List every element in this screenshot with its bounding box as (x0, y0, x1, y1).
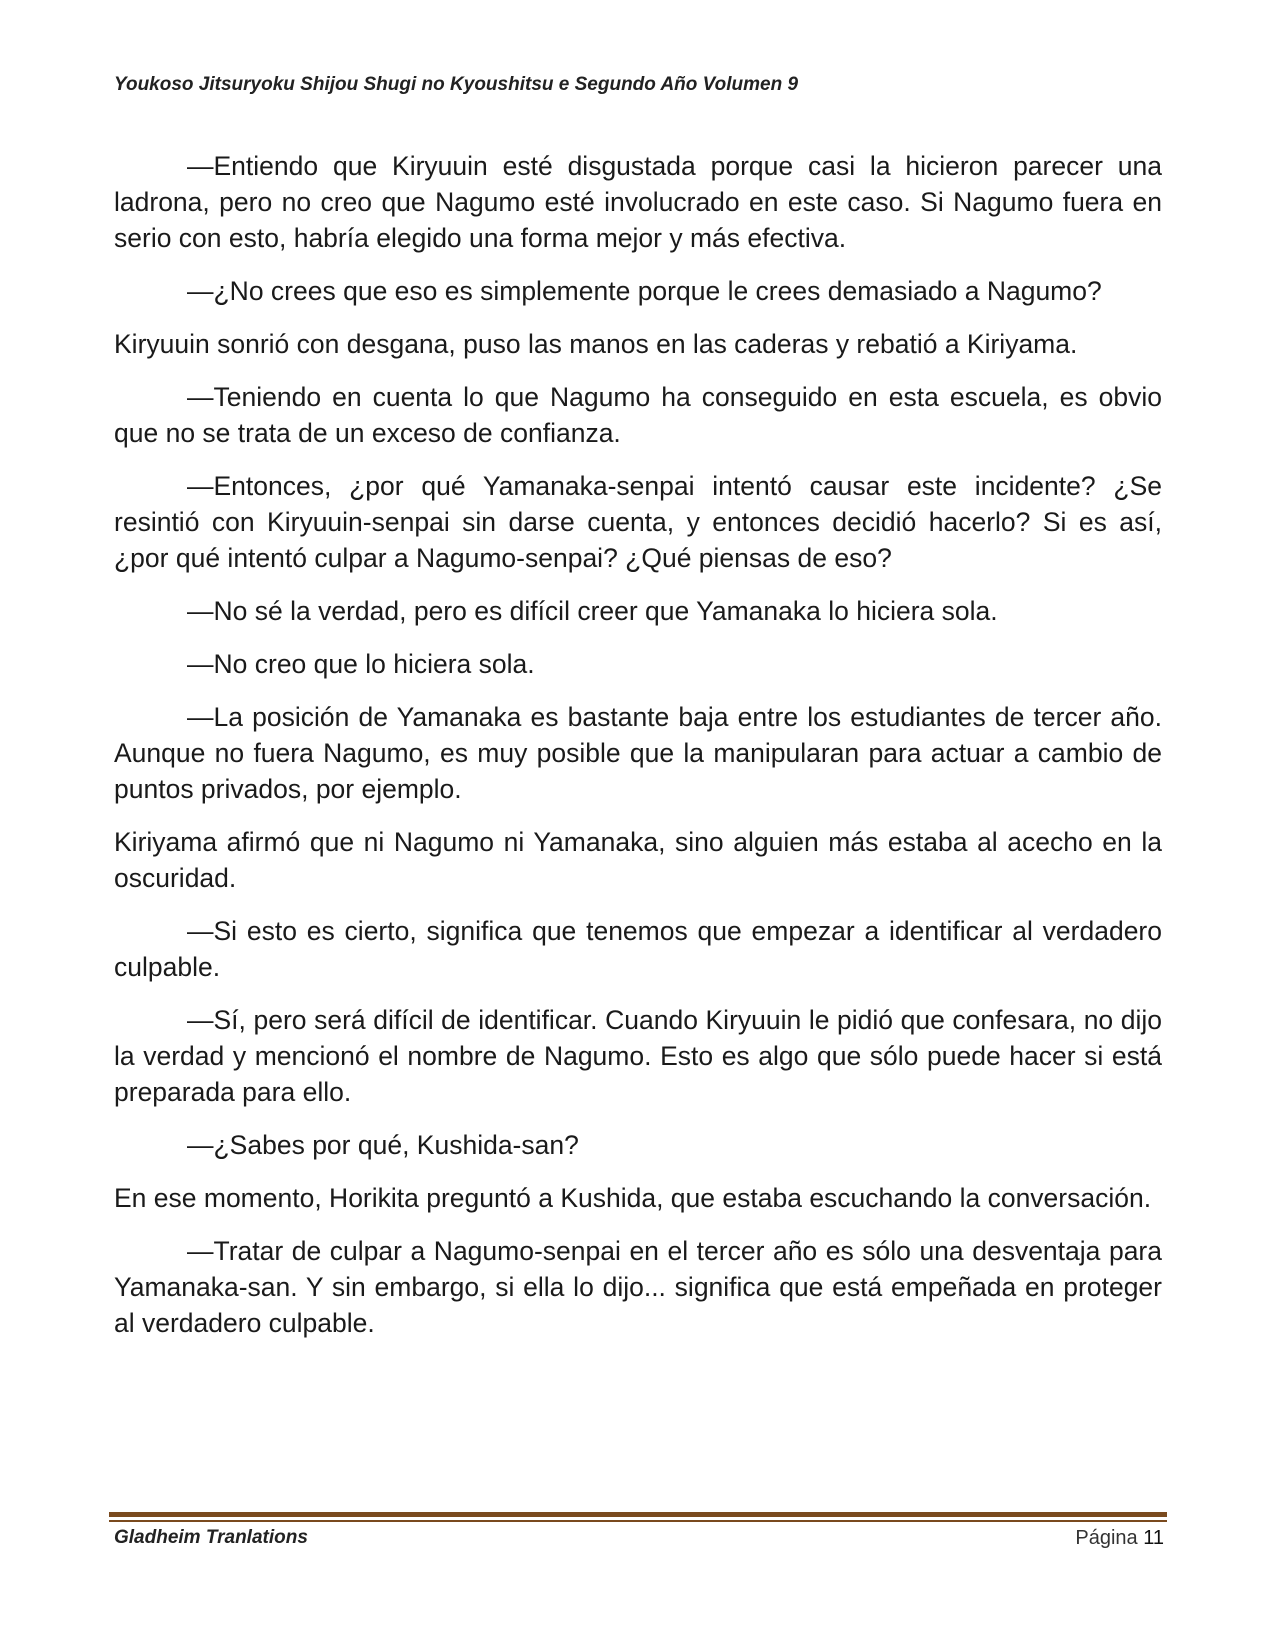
page-number-block (1075, 1523, 1164, 1553)
paragraph: —No sé la verdad, pero es difícil creer que Yamanaka lo hiciera sola. (187, 596, 998, 626)
paragraph: —Teniendo en cuenta lo que Nagumo ha conseguido en esta escuela, es obvio que no se trata de un exceso de confianza. (114, 382, 1162, 448)
paragraph: —Entiendo que Kiryuuin esté disgustada porque casi la hicieron parecer una ladrona, pero no creo que Nagumo esté involucrado en este caso. Si Nagumo fuera en serio con esto, habría elegido una forma mejor y más efectiva. (114, 151, 1162, 253)
footer-rule (109, 1512, 1167, 1517)
page-number: 11 (1143, 1527, 1164, 1549)
paragraph: —Entonces, ¿por qué Yamanaka-senpai intentó causar este incidente? ¿Se resintió con Kiryuuin-senpai sin darse cuenta, y entonces decidió hacerlo? Si es así, ¿por qué intentó culpar a Nagumo-senpai? ¿Qué piensas de eso? (114, 471, 1162, 573)
paragraph: —¿Sabes por qué, Kushida-san? (187, 1130, 579, 1160)
page-body (114, 148, 1162, 1358)
paragraph: —Tratar de culpar a Nagumo-senpai en el tercer año es sólo una desventaja para Yamanaka-san. Y sin embargo, si ella lo dijo... significa que está empeñada en proteger al verdadero culpable. (114, 1236, 1162, 1338)
paragraph: —Si esto es cierto, significa que tenemos que empezar a identificar al verdadero culpable. (114, 916, 1162, 982)
page-header: Youkoso Jitsuryoku Shijou Shugi no Kyoushitsu e Segundo Año Volumen 9 (114, 74, 799, 95)
paragraph: —La posición de Yamanaka es bastante baja entre los estudiantes de tercer año. Aunque no fuera Nagumo, es muy posible que la manipularan para actuar a cambio de puntos privados, por ejemplo. (114, 702, 1162, 804)
paragraph: —¿No crees que eso es simplemente porque le crees demasiado a Nagumo? (187, 276, 1102, 306)
footer-rule-thin (109, 1520, 1167, 1522)
page-label: Página (1075, 1527, 1138, 1549)
footer-credit: Gladheim Tranlations (114, 1527, 308, 1548)
page-footer (114, 1523, 1164, 1553)
paragraph: —Sí, pero será difícil de identificar. Cuando Kiryuuin le pidió que confesara, no dijo la verdad y mencionó el nombre de Nagumo. Esto es algo que sólo puede hacer si está preparada para ello. (114, 1005, 1162, 1107)
paragraph: —No creo que lo hiciera sola. (187, 649, 535, 679)
paragraph: Kiryuuin sonrió con desgana, puso las manos en las caderas y rebatió a Kiriyama. (114, 329, 1078, 359)
paragraph: En ese momento, Horikita preguntó a Kushida, que estaba escuchando la conversación. (114, 1183, 1152, 1213)
paragraph: Kiriyama afirmó que ni Nagumo ni Yamanaka, sino alguien más estaba al acecho en la oscuridad. (114, 827, 1162, 893)
